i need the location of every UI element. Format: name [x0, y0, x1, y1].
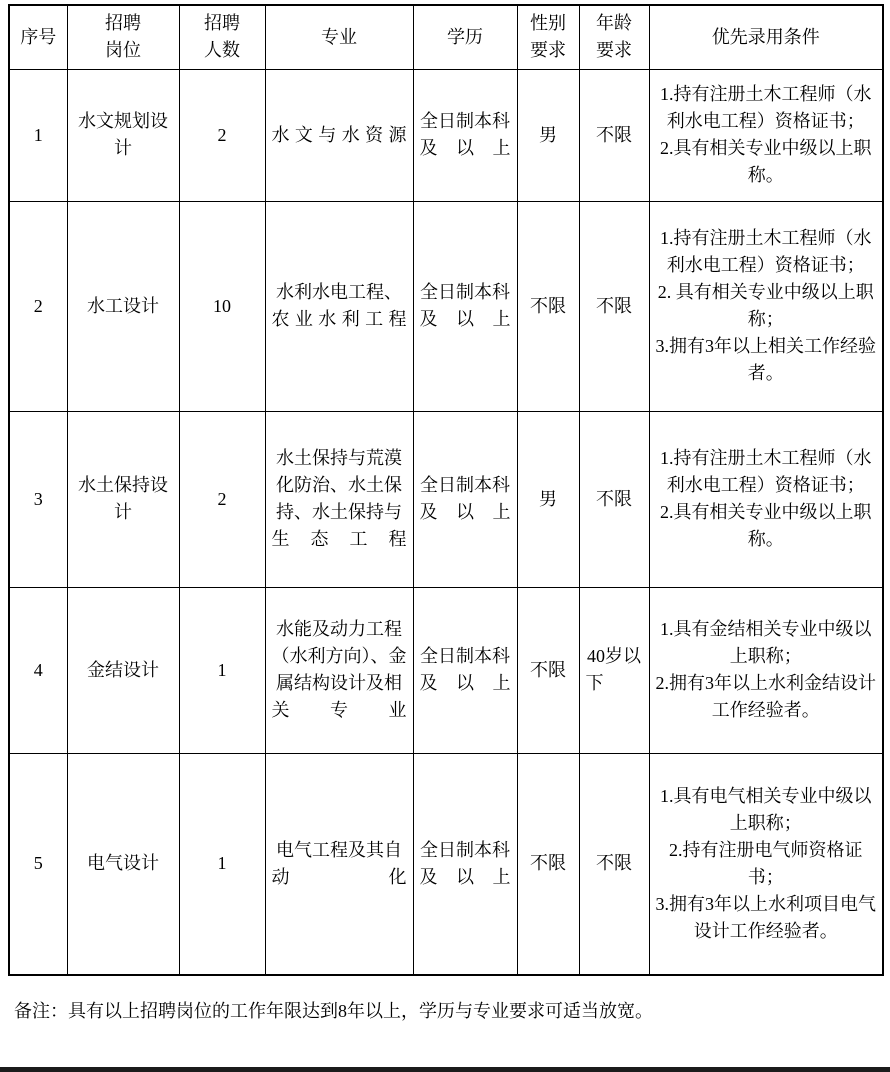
table-row — [9, 201, 883, 411]
condition-line: 1.持有注册土木工程师（水利水电工程）资格证书； — [660, 84, 872, 131]
header-line: 要求 — [596, 40, 632, 61]
cell-conditions — [649, 411, 883, 587]
header-line: 岗位 — [105, 40, 141, 61]
cell-post: 水文规划设计 — [67, 69, 179, 201]
column-header-conditions — [649, 5, 883, 69]
header-line: 学历 — [447, 26, 483, 47]
cell-education: 全日制本科及以上 — [413, 411, 517, 587]
cell-count: 1 — [179, 587, 265, 753]
table-body — [9, 69, 883, 975]
cell-post: 电气设计 — [67, 753, 179, 975]
condition-line: 2.具有相关专业中级以上职称。 — [660, 502, 872, 549]
cell-gender: 男 — [517, 69, 579, 201]
cell-count: 10 — [179, 201, 265, 411]
header-line: 专业 — [321, 26, 357, 47]
cell-post: 金结设计 — [67, 587, 179, 753]
condition-line: 1.具有金结相关专业中级以上职称； — [660, 619, 872, 666]
cell-conditions — [649, 69, 883, 201]
header-line: 性别 — [530, 13, 566, 34]
condition-line: 2.拥有3年以上水利金结设计工作经验者。 — [655, 673, 876, 720]
cell-major: 水土保持与荒漠化防治、水土保持、水土保持与生态工程 — [265, 411, 413, 587]
condition-line: 1.持有注册土木工程师（水利水电工程）资格证书； — [660, 448, 872, 495]
condition-line: 2. 具有相关专业中级以上职称； — [657, 282, 874, 329]
cell-major: 水利水电工程、农业水利工程 — [265, 201, 413, 411]
column-header-gender — [517, 5, 579, 69]
column-header-education — [413, 5, 517, 69]
cell-count: 2 — [179, 411, 265, 587]
cell-age: 不限 — [579, 201, 649, 411]
cell-education: 全日制本科及以上 — [413, 201, 517, 411]
cell-conditions — [649, 201, 883, 411]
header-line: 序号 — [20, 26, 57, 47]
cell-index: 5 — [9, 753, 67, 975]
condition-line: 1.具有电气相关专业中级以上职称； — [660, 785, 872, 833]
condition-line: 2.持有注册电气师资格证书； — [669, 839, 863, 887]
cell-education: 全日制本科及以上 — [413, 69, 517, 201]
page-bottom-rule — [0, 1067, 890, 1072]
cell-post: 水工设计 — [67, 201, 179, 411]
condition-line: 3.拥有3年以上相关工作经验者。 — [655, 336, 876, 383]
column-header-age — [579, 5, 649, 69]
cell-index: 4 — [9, 587, 67, 753]
header-line: 年龄 — [596, 13, 632, 34]
table-row — [9, 753, 883, 975]
header-line: 优先录用条件 — [711, 26, 820, 47]
column-header-count — [179, 5, 265, 69]
cell-age: 40岁以下 — [579, 587, 649, 753]
cell-post: 水土保持设计 — [67, 411, 179, 587]
column-header-post — [67, 5, 179, 69]
header-row — [9, 5, 883, 69]
cell-count: 1 — [179, 753, 265, 975]
column-header-index — [9, 5, 67, 69]
cell-index: 3 — [9, 411, 67, 587]
condition-line: 3.拥有3年以上水利项目电气设计工作经验者。 — [655, 893, 876, 941]
table-row — [9, 587, 883, 753]
cell-age: 不限 — [579, 69, 649, 201]
header-line: 招聘 — [105, 13, 141, 34]
table-row — [9, 411, 883, 587]
cell-age: 不限 — [579, 411, 649, 587]
header-line: 要求 — [530, 40, 566, 61]
column-header-major — [265, 5, 413, 69]
cell-conditions — [649, 753, 883, 975]
cell-count: 2 — [179, 69, 265, 201]
cell-gender: 不限 — [517, 753, 579, 975]
cell-gender: 男 — [517, 411, 579, 587]
cell-major: 水文与水资源 — [265, 69, 413, 201]
cell-index: 2 — [9, 201, 67, 411]
cell-major: 水能及动力工程（水利方向）、金属结构设计及相关专业 — [265, 587, 413, 753]
cell-conditions — [649, 587, 883, 753]
table-header — [9, 5, 883, 69]
cell-index: 1 — [9, 69, 67, 201]
condition-line: 1.持有注册土木工程师（水利水电工程）资格证书； — [660, 228, 872, 275]
condition-line: 2.具有相关专业中级以上职称。 — [660, 138, 872, 185]
cell-age: 不限 — [579, 753, 649, 975]
cell-major: 电气工程及其自动化 — [265, 753, 413, 975]
cell-education: 全日制本科及以上 — [413, 753, 517, 975]
header-line: 人数 — [204, 40, 240, 61]
table-note: 备注：具有以上招聘岗位的工作年限达到8年以上，学历与专业要求可适当放宽。 — [14, 1001, 653, 1021]
cell-gender: 不限 — [517, 201, 579, 411]
cell-education: 全日制本科及以上 — [413, 587, 517, 753]
header-line: 招聘 — [204, 13, 240, 34]
cell-gender: 不限 — [517, 587, 579, 753]
table-row — [9, 69, 883, 201]
recruitment-table — [8, 4, 884, 976]
